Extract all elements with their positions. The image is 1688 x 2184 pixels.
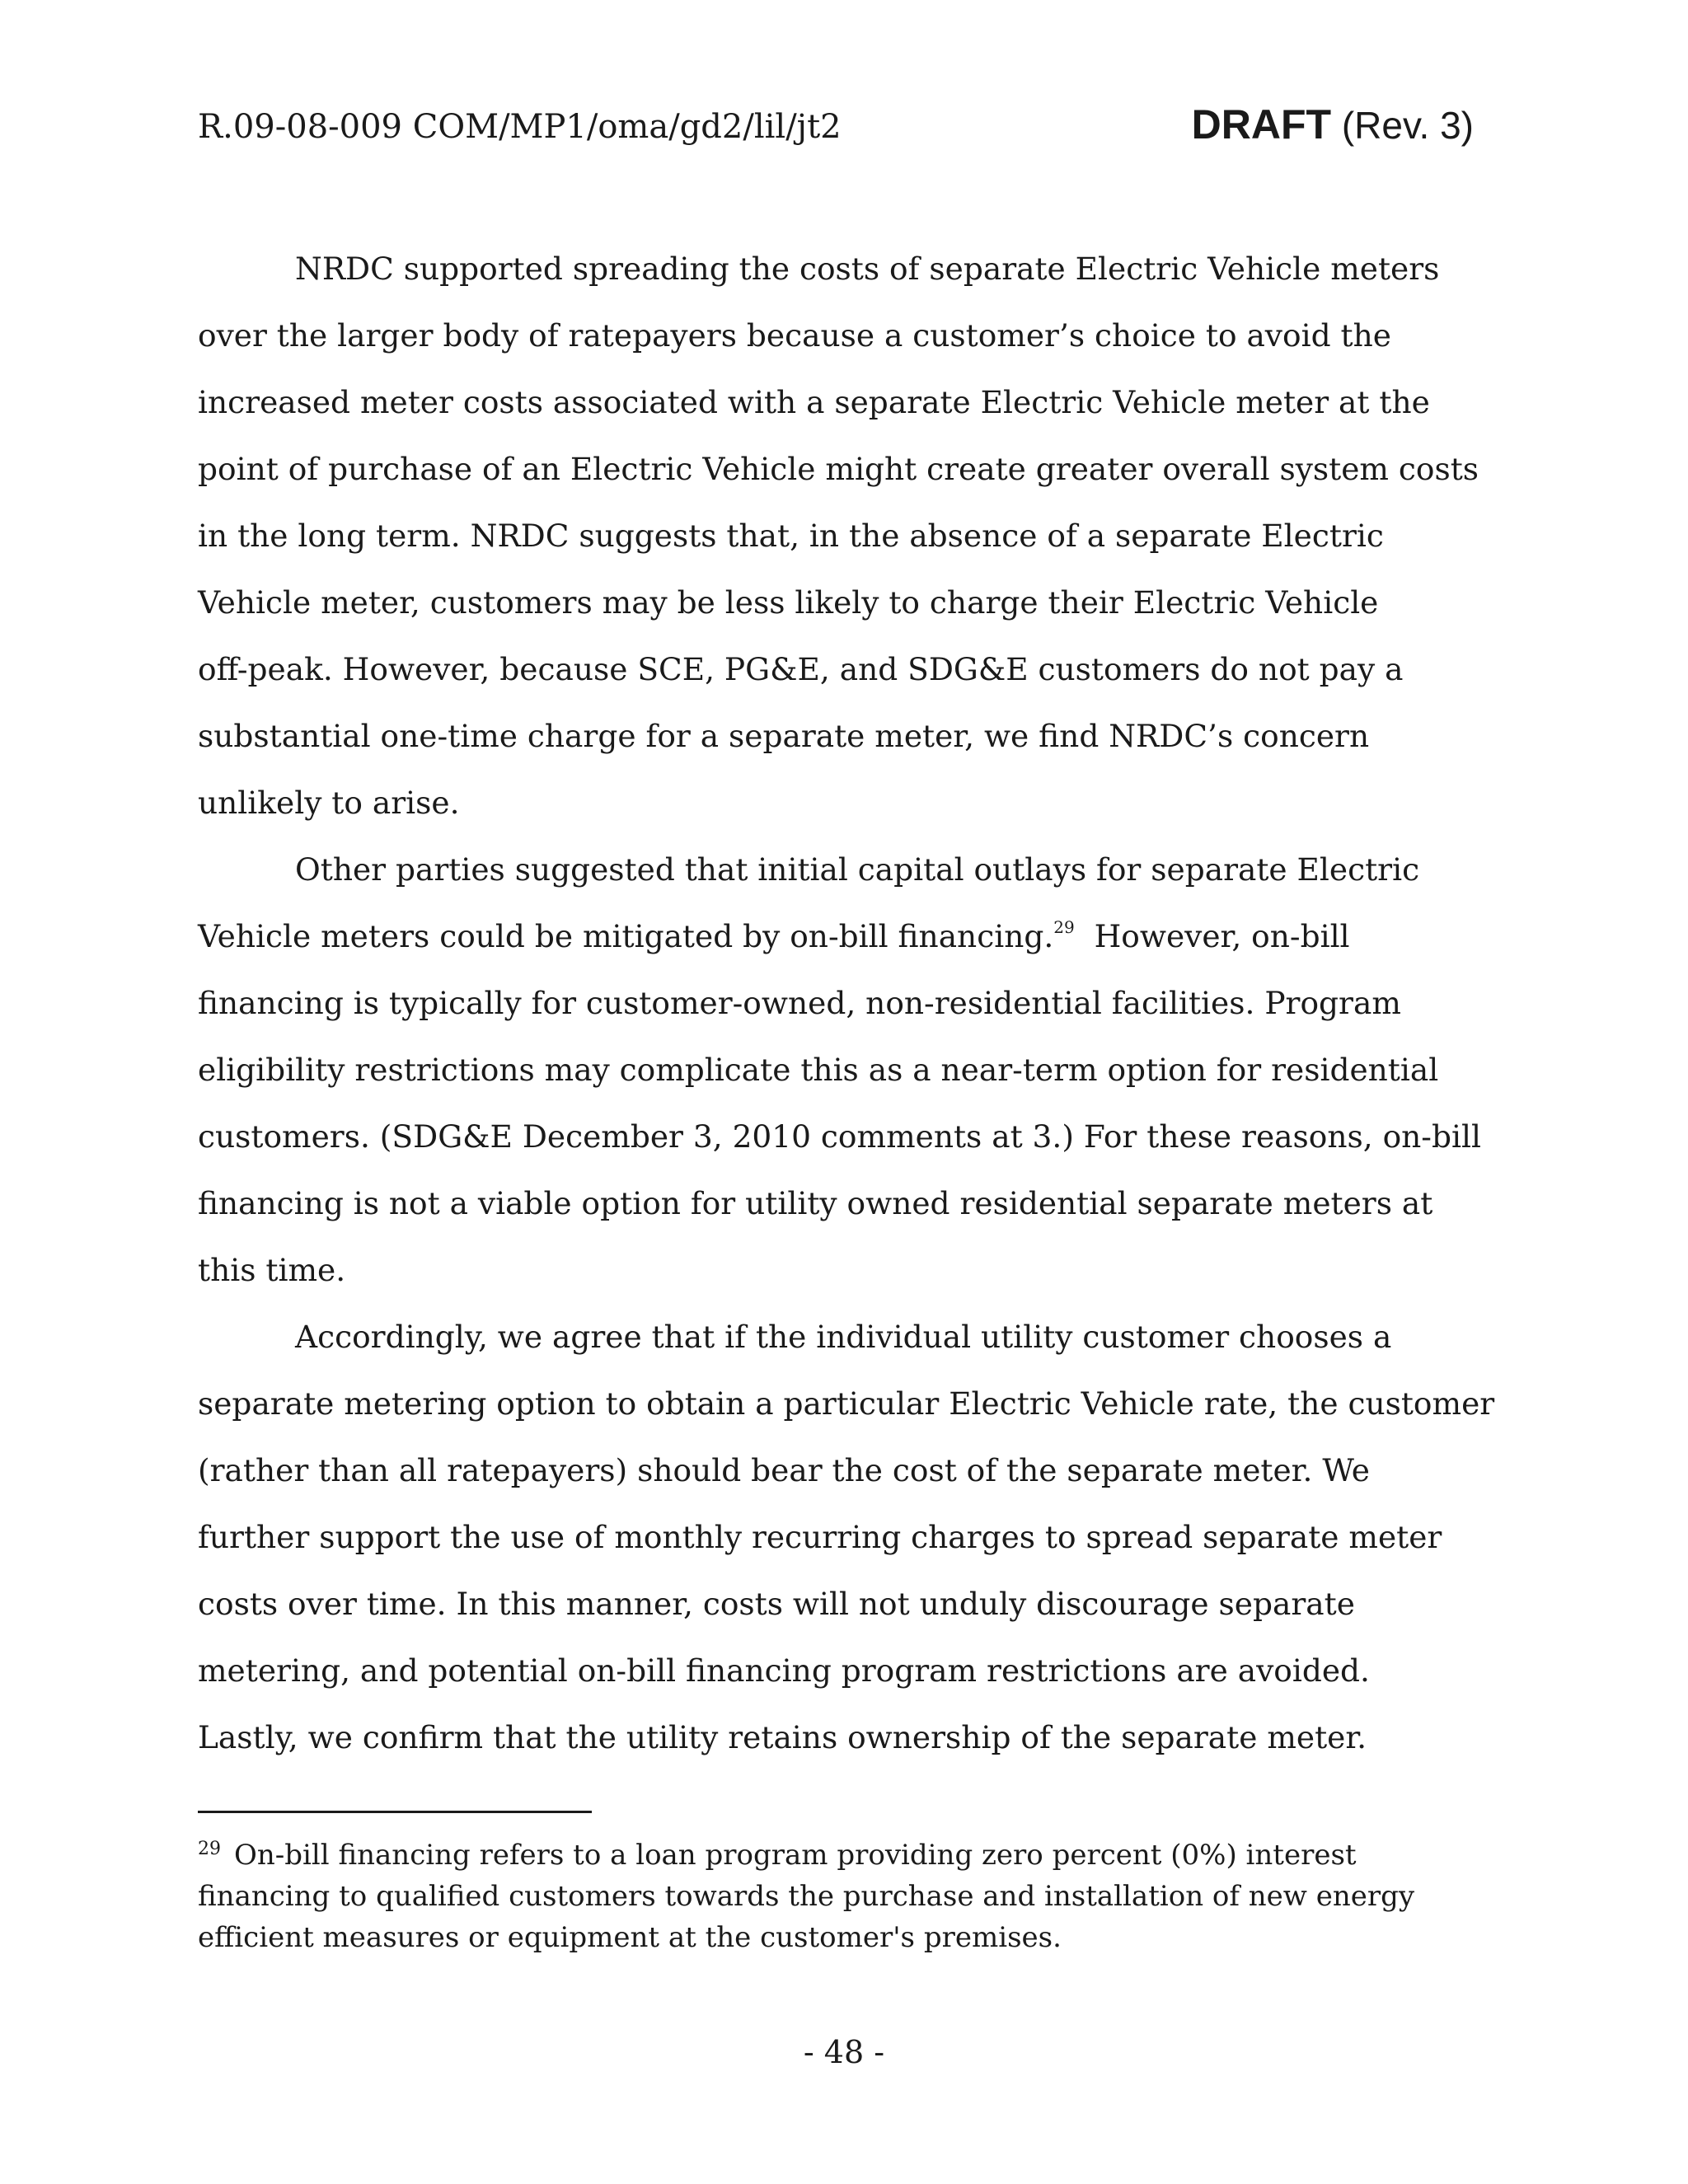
footnote-line	[198, 1835, 1493, 1876]
text-line-part: However, on-bill	[1074, 918, 1350, 954]
footnote-line: financing to qualified customers towards the purchase and installation of new energy	[198, 1880, 1415, 1913]
paragraph-nrdc	[198, 236, 1493, 837]
text-line: increased meter costs associated with a separate Electric Vehicle meter at the	[198, 384, 1430, 420]
text-line: this time.	[198, 1252, 346, 1288]
footnote-line: efficient measures or equipment at the customer's premises.	[198, 1921, 1062, 1954]
footnote-text: On-bill financing refers to a loan program providing zero percent (0%) interest	[234, 1839, 1357, 1872]
text-line: separate metering option to obtain a particular Electric Vehicle rate, the customer	[198, 1385, 1495, 1422]
paragraph-accordingly	[198, 1304, 1493, 1771]
revision-label: (Rev. 3)	[1341, 104, 1474, 147]
text-line: NRDC supported spreading the costs of separate Electric Vehicle meters	[295, 251, 1440, 287]
text-line: unlikely to arise.	[198, 785, 460, 821]
draft-status	[1192, 97, 1474, 152]
text-line: further support the use of monthly recurring charges to spread separate meter	[198, 1519, 1442, 1555]
text-line: off-peak. However, because SCE, PG&E, and SDG&E customers do not pay a	[198, 651, 1404, 687]
text-line-part: Vehicle meters could be mitigated by on-bill financing.	[198, 918, 1054, 954]
footnote-number: 29	[198, 1838, 221, 1859]
text-line: Lastly, we confirm that the utility retains ownership of the separate meter.	[198, 1719, 1367, 1755]
text-line: in the long term. NRDC suggests that, in the absence of a separate Electric	[198, 518, 1384, 554]
text-line: (rather than all ratepayers) should bear the cost of the separate meter. We	[198, 1452, 1370, 1488]
text-line: substantial one-time charge for a separate meter, we find NRDC’s concern	[198, 718, 1370, 754]
text-line: Vehicle meter, customers may be less likely to charge their Electric Vehicle	[198, 584, 1379, 621]
text-line: financing is typically for customer-owned, non-residential facilities. Program	[198, 985, 1401, 1021]
document-body	[198, 236, 1493, 1771]
text-line: Accordingly, we agree that if the individual utility customer chooses a	[295, 1319, 1392, 1355]
text-line: costs over time. In this manner, costs will not unduly discourage separate	[198, 1586, 1355, 1622]
paragraph-on-bill-financing	[198, 837, 1493, 1304]
footnote-reference[interactable]: 29	[1053, 916, 1075, 937]
draft-label: DRAFT	[1191, 101, 1332, 148]
page-number: - 48 -	[803, 2034, 885, 2070]
text-line-with-footnote	[198, 903, 1493, 970]
footnote	[198, 1835, 1493, 1958]
text-line: metering, and potential on-bill financing program restrictions are avoided.	[198, 1652, 1370, 1689]
text-line: eligibility restrictions may complicate this as a near-term option for residential	[198, 1052, 1439, 1088]
footnote-divider	[198, 1811, 592, 1813]
text-line: over the larger body of ratepayers because a customer’s choice to avoid the	[198, 317, 1391, 354]
document-id: R.09-08-009 COM/MP1/oma/gd2/lil/jt2	[198, 108, 842, 146]
text-line: Other parties suggested that initial capital outlays for separate Electric	[295, 851, 1420, 888]
text-line: financing is not a viable option for utility owned residential separate meters at	[198, 1185, 1433, 1221]
text-line: point of purchase of an Electric Vehicle might create greater overall system costs	[198, 451, 1479, 487]
text-line: customers. (SDG&E December 3, 2010 comments at 3.) For these reasons, on-bill	[198, 1118, 1481, 1155]
